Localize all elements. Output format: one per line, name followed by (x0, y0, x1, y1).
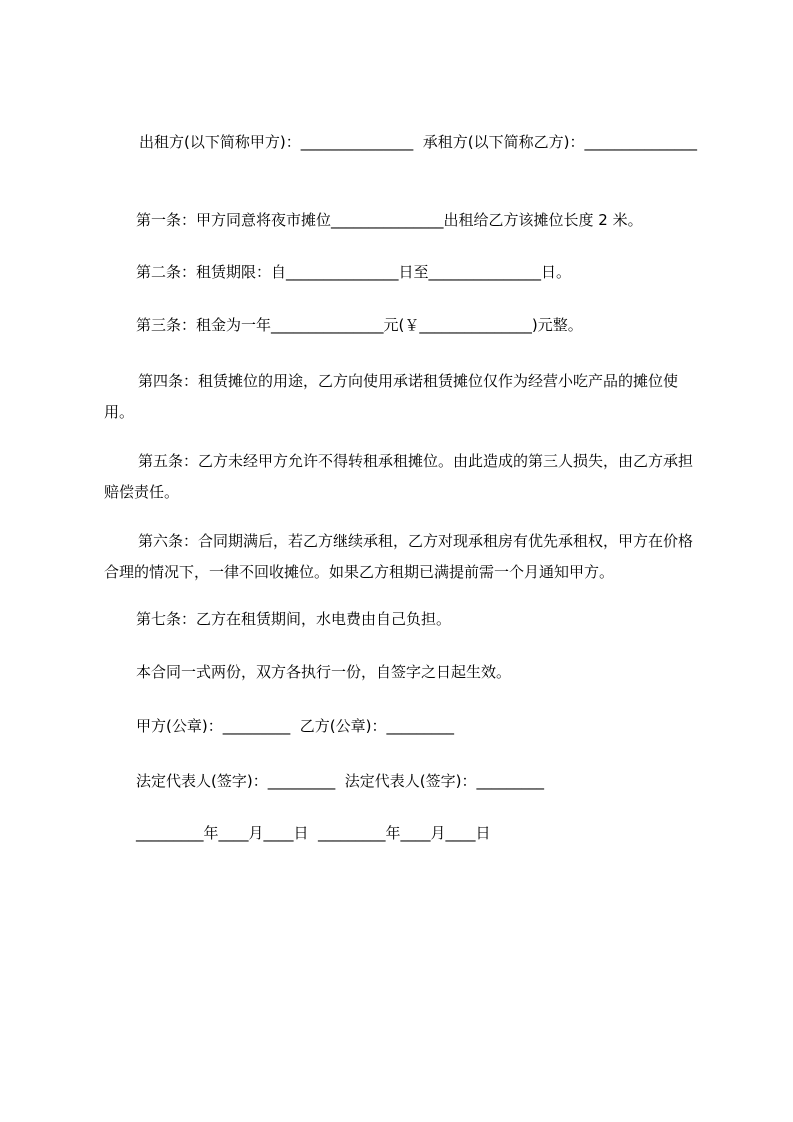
contract-copies-note: 本合同一式两份，双方各执行一份，自签字之日起生效。 (136, 663, 512, 681)
article-2: 第二条：租赁期限：自_______________日至_______________日。 (136, 263, 572, 281)
article-4: 第四条：租赁摊位的用途，乙方向使用承诺租赁摊位仅作为经营小吃产品的摊位使用。 (104, 372, 679, 421)
parties-line: 出租方(以下简称甲方)：_______________ 承租方(以下简称乙方)：_______________ (139, 133, 697, 151)
article-6: 第六条：合同期满后，若乙方继续承租，乙方对现承租房有优先承租权，甲方在价格合理的情况下，一律不回收摊位。如果乙方租期已满提前需一个月通知甲方。 (104, 532, 694, 581)
article-5: 第五条：乙方未经甲方允许不得转租承租摊位。由此造成的第三人损失，由乙方承担赔偿责任。 (104, 452, 694, 501)
article-1: 第一条：甲方同意将夜市摊位_______________出租给乙方该摊位长度 2 米。 (136, 211, 643, 229)
legal-representative-line: 法定代表人(签字)：_________ 法定代表人(签字)：_________ (136, 772, 544, 790)
article-3: 第三条：租金为一年_______________元(￥_______________)元整。 (136, 316, 583, 334)
date-line: _________年____月____日 _________年____月____日 (136, 824, 491, 842)
article-7: 第七条：乙方在租赁期间，水电费由自己负担。 (136, 610, 452, 628)
seal-line: 甲方(公章)：_________ 乙方(公章)：_________ (136, 717, 454, 735)
